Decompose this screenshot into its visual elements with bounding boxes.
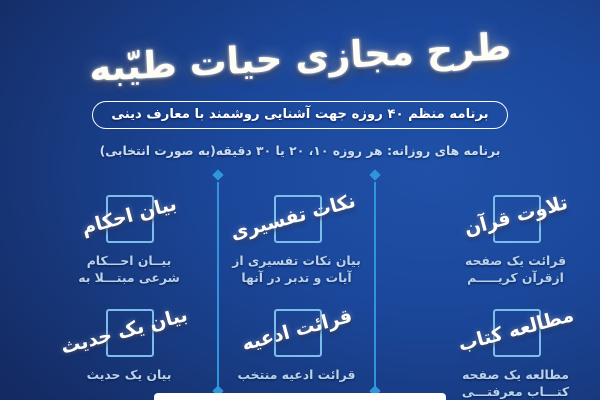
calligraphy-block	[237, 302, 357, 362]
desc-line: قرائت ادعیه منتخب	[237, 367, 356, 382]
calligraphy-block	[69, 188, 189, 248]
section-bayan-hadith	[20, 298, 238, 400]
section-bayan-ahkam	[20, 170, 238, 298]
section-title: مطالعه کتاب	[455, 304, 576, 356]
desc-line: کتـــاب معرفتـــی	[461, 384, 570, 399]
section-motalee-ketab	[403, 298, 600, 400]
section-description	[238, 366, 356, 383]
footer-bar	[154, 393, 446, 400]
section-description	[232, 252, 361, 286]
desc-line: شرعی مبتـــلا به	[78, 270, 180, 285]
calligraphy-block	[456, 302, 576, 362]
section-title: قرائت ادعیه	[239, 304, 354, 356]
section-description	[78, 252, 180, 286]
section-title: نکات تفسیری	[227, 189, 358, 245]
section-title: بیان احکام	[79, 192, 179, 240]
section-description	[87, 366, 172, 383]
calligraphy-block	[58, 302, 190, 362]
section-qeraat-adieh	[218, 298, 375, 400]
section-title: بیان یک حدیث	[58, 303, 190, 359]
desc-line: مطالعه یک صفحه	[462, 367, 569, 382]
poster-title: طرح مجازی حیات طیّبه	[88, 24, 512, 90]
desc-line: ازقرآن کریـــــم	[467, 270, 564, 285]
subtitle-pill: برنامه منظم ۴۰ روزه جهت آشنایی روشمند با معارف دینی	[92, 101, 507, 129]
daily-schedule-line: برنامه های روزانه: هر روزه ۱۰، ۲۰ یا ۳۰ دقیقه(به صورت انتخابی)	[99, 143, 501, 158]
calligraphy-block	[227, 188, 358, 248]
desc-line: قرائت یک صفحه	[464, 253, 567, 268]
calligraphy-block	[456, 188, 576, 248]
desc-line: بیــان احـــکام	[86, 253, 172, 268]
sections-grid	[0, 170, 600, 400]
desc-line: بیان یک حدیث	[86, 367, 172, 382]
section-nokat-tafsiri	[218, 170, 375, 298]
section-description	[462, 366, 569, 400]
desc-line: آیات و تدبر در آنها	[241, 270, 352, 285]
subtitle-row	[0, 101, 600, 129]
section-description	[465, 252, 566, 286]
desc-line: بیان نکات تفسیری از	[232, 253, 361, 268]
section-tilavat-quran	[403, 170, 600, 298]
section-title: تلاوت قرآن	[461, 191, 570, 241]
